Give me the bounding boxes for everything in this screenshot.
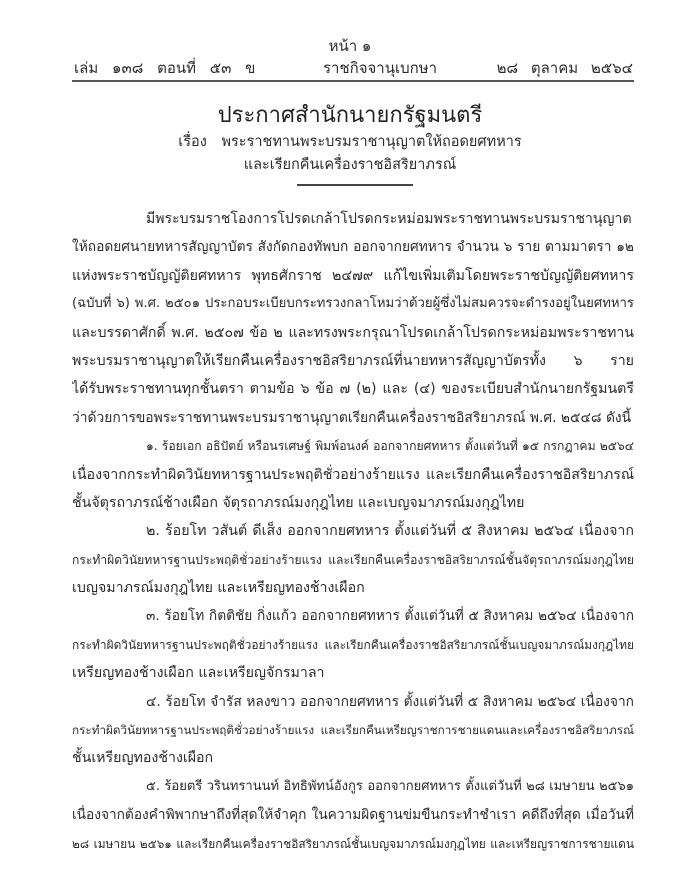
title-divider [297,184,413,186]
text-line: ๕. ร้อยตรี วรินทรานนท์ อิทธิพัทน์อังกูร ออกจากยศทหาร ตั้งแต่วันที่ ๒๘ เมษายน ๒๕๖๑ [146,778,634,794]
text-line: ได้รับพระราชทานทุกชั้นตรา ตามข้อ ๖ ข้อ ๗ (๒) และ (๔) ของระเบียบสำนักนายกรัฐมนตรี [72,381,634,398]
text-line: ๒. ร้อยโท วสันต์ ดีเส็ง ออกจากยศทหาร ตั้งแต่วันที่ ๕ สิงหาคม ๒๕๖๔ เนื่องจาก [146,523,634,540]
text-line: (ฉบับที่ ๖) พ.ศ. ๒๕๐๑ ประกอบระเบียบกระทรวงกลาโหมว่าด้วยผู้ซึ่งไม่สมควรจะดำรงอยู่ในยศทหาร [72,296,634,312]
publication-name: ราชกิจจานุเบกษา [322,59,438,77]
text-line: ๔. ร้อยโท จำรัส หลงขาว ออกจากยศทหาร ตั้งแต่วันที่ ๕ สิงหาคม ๒๕๖๔ เนื่องจาก [146,693,634,710]
subject-line-2: และเรียกคืนเครื่องราชอิสริยาภรณ์ [243,157,457,173]
list-item-5 [72,773,634,858]
list-item-1 [72,432,634,517]
text-line: กระทำผิดวินัยทหารฐานประพฤติชั่วอย่างร้ายแรง และเรียกคืนเครื่องราชอิสริยาภรณ์ชั้นเบญจมาภรณ์มงกุฎไทย [72,637,634,652]
text-line: แห่งพระราชบัญญัติยศทหาร พุทธศักราช ๒๔๗๙ แก้ไขเพิ่มเติมโดยพระราชบัญญัติยศทหาร [72,267,634,284]
document-title: ประกาศสำนักนายกรัฐมนตรี [217,103,483,128]
text-line: ว่าด้วยการขอพระราชทานพระบรมราชานุญาตเรียกคืนเครื่องราชอิสริยาภรณ์ พ.ศ. ๒๕๔๘ ดังนี้ [72,409,632,426]
document-subject [0,131,700,177]
gazette-header [72,56,633,78]
list-item-4 [72,688,634,773]
text-line: เหรียญทองช้างเผือก และเหรียญจักรมาลา [72,665,325,682]
text-line: ๒๘ เมษายน ๒๕๖๑ และเรียกคืนเครื่องราชอิสริยาภรณ์ชั้นเบญจมาภรณ์มงกุฎไทย และเหรียญราชการชายแดน [72,836,634,851]
text-line: กระทำผิดวินัยทหารฐานประพฤติชั่วอย่างร้ายแรง และเรียกคืนเครื่องราชอิสริยาภรณ์ชั้นจัตุรถาภรณ์มงกุฎไทย [72,552,634,567]
list-item-2 [72,517,634,602]
text-line: ชั้นจัตุรถาภรณ์ช้างเผือก จัตุรถาภรณ์มงกุฎไทย และเบญจมาภรณ์มงกุฎไทย [72,494,525,511]
document-body [72,205,634,858]
text-line: และบรรดาศักดิ์ พ.ศ. ๒๕๐๗ ข้อ ๒ และทรงพระกรุณาโปรดเกล้าโปรดกระหม่อมพระราชทาน [72,324,634,341]
publication-date: ๒๘ ตุลาคม ๒๕๖๔ [496,59,633,77]
text-line: ชั้นเหรียญทองช้างเผือก [72,750,214,767]
volume-issue: เล่ม ๑๓๘ ตอนที่ ๕๓ ข [74,59,256,77]
list-item-3 [72,602,634,687]
page-number: หน้า ๑ [328,37,372,55]
text-line: เนื่องจากต้องคำพิพากษาถึงที่สุดให้จำคุก ในความผิดฐานข่มขืนกระทำชำเรา คดีถึงที่สุด เมื่อวันที่ [72,807,634,824]
text-line: กระทำผิดวินัยทหารฐานประพฤติชั่วอย่างร้ายแรง และเรียกคืนเหรียญราชการชายแดนและเครื่องราชอิสริยาภรณ์ [72,723,634,738]
header-rule [72,80,634,82]
text-line: มีพระบรมราชโองการโปรดเกล้าโปรดกระหม่อมพระราชทานพระบรมราชานุญาต [146,211,632,227]
text-line: เบญจมาภรณ์มงกุฎไทย และเหรียญทองช้างเผือก [72,580,365,597]
text-line: พระบรมราชานุญาตให้เรียกคืนเครื่องราชอิสริยาภรณ์ที่นายทหารสัญญาบัตรทั้ง ๖ ราย [72,352,634,369]
text-line: ๑. ร้อยเอก อธิปัตย์ หรือนรเศษฐ์ พิมพ์อนงค์ ออกจากยศทหาร ตั้งแต่วันที่ ๑๕ กรกฎาคม ๒๕๖๔ [146,439,634,454]
text-line: ๓. ร้อยโท กิตติชัย กิ่งแก้ว ออกจากยศทหาร ตั้งแต่วันที่ ๕ สิงหาคม ๒๕๖๔ เนื่องจาก [146,608,634,625]
subject-label: เรื่อง [178,134,207,150]
subject-line-1: พระราชทานพระบรมราชานุญาตให้ถอดยศทหาร [221,134,522,150]
text-line: เนื่องจากกระทำผิดวินัยทหารฐานประพฤติชั่วอย่างร้ายแรง และเรียกคืนเครื่องราชอิสริยาภรณ์ [72,466,634,483]
text-line: ให้ถอดยศนายทหารสัญญาบัตร สังกัดกองทัพบก ออกจากยศทหาร จำนวน ๖ ราย ตามมาตรา ๑๒ [72,239,634,256]
preamble-paragraph [72,205,634,432]
